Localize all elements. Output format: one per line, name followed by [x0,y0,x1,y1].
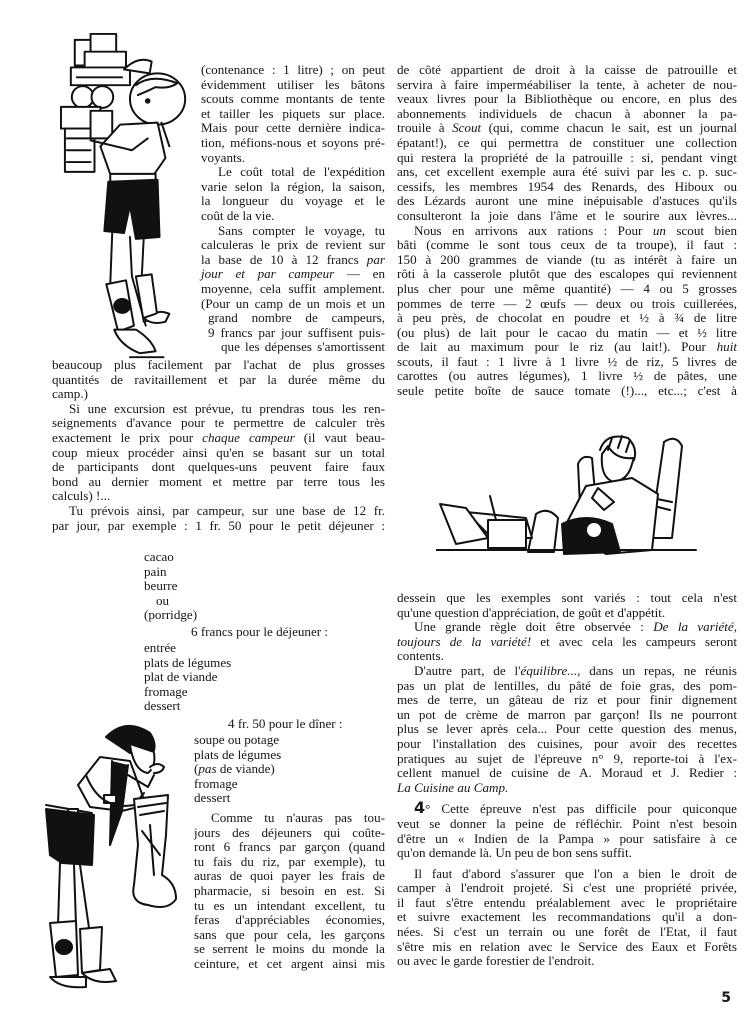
text-line: Si une excursion est prévue, tu prendras tous les ren- [69,400,385,416]
text-line: scouts, il faut : 1 livre à 1 livre ½ de riz, 5 livres de [397,353,737,369]
dinner-heading [228,717,343,732]
text-fragment: (il vaut beau- [294,429,386,445]
text-line: coup mieux procéder ainsi qu'en se basant sur un total [52,444,385,460]
text-line: moyenne, cela suffit amplement. [201,280,385,296]
text-line: que les dépenses s'amortissent [221,339,385,355]
text-line [397,664,737,679]
lunch-heading [191,625,328,640]
text-line: il faut s'être entendu préalablement avec le propriétaire [397,894,737,910]
text-line: grand nombre de campeurs, [208,310,385,326]
text-line: 9 francs par jour suffisent puis- [208,324,385,340]
text-line: ront 6 francs par garçon (quand [194,839,385,855]
text-line: à peu près, de chocolat en poudre et ½ à ¾ de litre [397,310,737,326]
text-line: nées. Si c'est un terrain ou une forêt de l'Etat, il faut [397,924,737,940]
menu-item: plats de légumes [144,654,232,670]
book-title: La Cuisine au Camp. [397,779,509,795]
emphasis: un [652,222,666,238]
text-line [201,267,385,282]
menu-item: (porridge) [144,607,198,623]
text-line: bond au dernier moment et mettre par terre tous les [52,473,385,489]
text-line: pas un plat de lentilles, du pâté de foie gras, des pom- [397,677,737,693]
text-line: et tailler les piquets sur place. [201,105,385,121]
text-line: abonnements individuels de chacun à abonner la pa- [397,105,737,121]
text-line: la longueur du voyage et le [201,193,385,209]
section-number: 4 [414,798,426,818]
emphasis: huit [716,339,737,355]
text-fragment: (qui, comme chacun le sait, est un journal [481,120,737,136]
text-line: qu'on demande là. Un peu de bon sens suffit. [397,845,632,861]
menu-item: plat de viande [144,669,218,685]
text-line: quantités de ravitaillement et par la durée même du [52,371,385,387]
emphasis: pas [198,761,217,777]
text-line: Le coût total de l'expédition [218,164,385,180]
text-line: varie selon la région, la saison, [201,178,385,194]
text-line: contents. [397,648,444,664]
text-line [397,121,737,136]
text-line: Mais pour cette dernière indica- [201,120,385,136]
menu-item [194,762,281,777]
text-line: s'être mis en relation avec le Service des Eaux et Forêts [397,938,737,954]
menu-item: fromage [144,683,188,699]
text-line: scouts comme montants de tente [201,91,385,107]
menu-item: soupe ou potage [194,732,280,747]
text-line: servira à faire imperméabiliser la tente, à acheter de nou- [397,76,737,92]
text-line: dessein que les exemples sont variés : tout cela n'est [397,590,737,605]
text-line [201,253,385,268]
text-line: bâti (comme le sont tous ceux de ta troupe), il faut : [397,237,737,253]
text-line: de participants dont quelques-uns peuvent faire faux [52,459,385,475]
right-bottom-text [397,591,737,969]
text-line: qui restera la propriété de la patrouille : si, pendant vingt [397,149,737,165]
text-line: calculeras le prix de revient sur [201,237,385,253]
text-fragment: , dans un repas, ne réunis [577,662,737,678]
text-line: mes de terre, un gâteau de riz et pour finir dignement [397,692,737,708]
text-line: de côté appartient de droit à la caisse de patrouille et [397,62,737,77]
text-fragment: exactement le prix pour [52,429,203,445]
text-line: plus se lever après cela... Pour cette question des menus, [397,721,737,737]
text-line: (ou plus) de lait pour le cacao du matin — et ½ litre [397,324,737,340]
text-line: ceinture, et cet argent ainsi mis [194,955,385,971]
emphasis: De la variété, [653,619,737,635]
menu-item: beurre [144,578,178,594]
text-line [52,431,385,446]
scout-carrying-supplies-illustration [60,30,195,370]
text-line: cellent manuel de cuisine de A. Moraud et J. Redier : [397,765,737,781]
breakfast-list [144,550,197,623]
text-line: camp.) [52,386,88,402]
text-line: auras de quoi payer les frais de [194,868,385,884]
text-line: beaucoup plus facilement par l'achat de plus grosses [52,357,385,372]
text-fragment: scout bien [665,222,737,238]
text-line: évidemment utiliser les bâtons [201,76,385,92]
page-number: 5 [721,990,731,1006]
text-line: pommes de terre — 2 œufs — deux ou trois cuillerées, [397,295,737,311]
text-line: seignements d'avance pour te permettre de calculer très [52,415,385,431]
text-line [397,620,737,635]
text-fragment: trouile à [397,120,453,136]
left-wrap-text [201,63,385,355]
text-fragment: et avec cela les campeurs seront [531,633,737,649]
text-line: tion, méfions-nous et soyons pré- [201,134,385,150]
text-line: un pot de crème de marron par garçon! Ils ne pourront [397,706,737,722]
emphasis: jour et par campeur [201,266,335,282]
text-line: Sans compter le voyage, tu [218,222,385,238]
text-line: calculs) !... [52,488,111,504]
emphasis: équilibre... [520,662,578,678]
text-line: 150 à 200 grammes de viande (tu as intérêt à faire un [397,251,737,267]
text-line: Il faut d'abord s'assurer que l'on a bien le droit de [414,865,737,881]
menu-item: entrée [144,640,176,655]
menu-item: fromage [194,775,238,791]
text-line: tu es un intendant excellent, tu [194,897,385,913]
text-fragment: la base de 10 à 12 francs [201,251,367,267]
text-line [397,340,737,355]
text-line: pratiques au sujet de l'épreuve n° 9, reporte-toi à l'ex- [397,750,737,766]
text-line: ou avec le garde forestier de l'endroit. [397,953,595,969]
text-line: par jour, par exemple : 1 fr. 50 pour le petit déjeuner : [52,517,385,533]
text-line: coût de la vie. [201,207,275,223]
text-line [397,224,737,239]
text-fragment: Nous en arrivons aux rations : Pour [414,222,653,238]
text-line: d'être un « Indien de la Pampa » pour satisfaire à ce [397,830,737,846]
lunch-list [144,641,231,714]
text-line: tu fais du riz, par exemple), tu [194,853,385,869]
text-line: (contenance : 1 litre) ; on peut [201,62,385,77]
text-line [397,635,737,650]
left-full-text [52,358,385,533]
journal-title: Scout [452,120,482,136]
text-line: consulteront la joie dans l'âme et le sourire aux lèvres... [397,207,737,223]
text-line: feras d'appréciables économies, [194,912,385,928]
text-line: carottes (ou autres légumes), 1 livre ½ de pâtes, une [397,368,737,384]
emphasis: toujours de la variété! [397,633,532,649]
text-fragment: D'autre part, de l' [414,662,521,678]
text-line: épatant!), ce qui permettra de constituer une collection [397,134,737,150]
text-line [397,798,737,818]
text-line: se serrent le moins du monde la [194,941,385,957]
emphasis: par [366,251,385,267]
text-line: Comme tu n'auras pas tou- [211,810,385,825]
text-line: sans que pour cela, les garçons [194,926,385,942]
text-line: (Pour un camp de un mois et un [201,295,385,311]
text-line: veaux livres pour la Bibliothèque ou encore, en plus des [397,91,737,107]
emphasis: chaque campeur [202,429,295,445]
right-top-text [397,63,737,399]
text-fragment: de viande) [216,761,275,777]
menu-item: pain [144,563,167,579]
text-line: Tu prévois ainsi, par campeur, sur une base de 12 fr. [69,502,385,518]
text-line: camper à l'endroit projeté. Si c'est une propriété privée, [397,880,737,896]
menu-item: plats de légumes [194,746,282,762]
text-fragment: ° Cette épreuve n'est pas difficile pour quiconque [425,801,737,817]
text-line: ans, cet excellent exemple aura été suivi par les c. p. suc- [397,164,737,180]
menu-item: ou [156,592,170,608]
menu-item: cacao [144,549,174,564]
text-line: voyants. [201,149,246,165]
text-fragment: de lait au maximum pour le riz (au lait!). Pour [397,339,717,355]
text-line: pour l'installation des cuisines, pour avoir des recettes [397,735,737,751]
text-line: plus cher pour une même quantité) — 4 ou 5 grosses [397,280,737,296]
text-line: seule petite boîte de sauce tomate (!)..., etc...; c'est à [397,383,737,399]
text-line: rôti à la casserole plutôt que des escalopes qui reviennent [397,266,737,282]
text-fragment: Une grande règle doit être observée : [414,619,654,635]
text-line: pharmacie, si besoin en est. Si [194,882,385,898]
text-line: qu'une question d'appréciation, de goût et d'appétit. [397,604,666,620]
text-line: des Lézards auront une mine inépuisable d'astuces qu'ils [397,193,737,209]
menu-item: dessert [194,790,231,806]
text-line: et suivre exactement les recommandations qu'il a don- [397,909,737,925]
text-line: jours des déjeuners qui coûte- [194,824,385,840]
scout-holding-sock-illustration [30,715,190,990]
dinner-list [194,733,281,806]
text-fragment: ( [194,761,199,777]
menu-item: dessert [144,698,181,714]
text-line: veut se donner la peine de réfléchir. Point n'est besoin [397,815,737,831]
scout-resting-illustration [436,428,726,568]
meal-heading: 4 fr. 50 pour le dîner : [228,716,343,731]
left-savings-text [194,811,385,972]
text-fragment: — en [334,266,386,282]
meal-heading: 6 francs pour le déjeuner : [191,624,329,639]
text-line: cessifs, les membres 1954 des Renards, des Hiboux ou [397,178,737,194]
